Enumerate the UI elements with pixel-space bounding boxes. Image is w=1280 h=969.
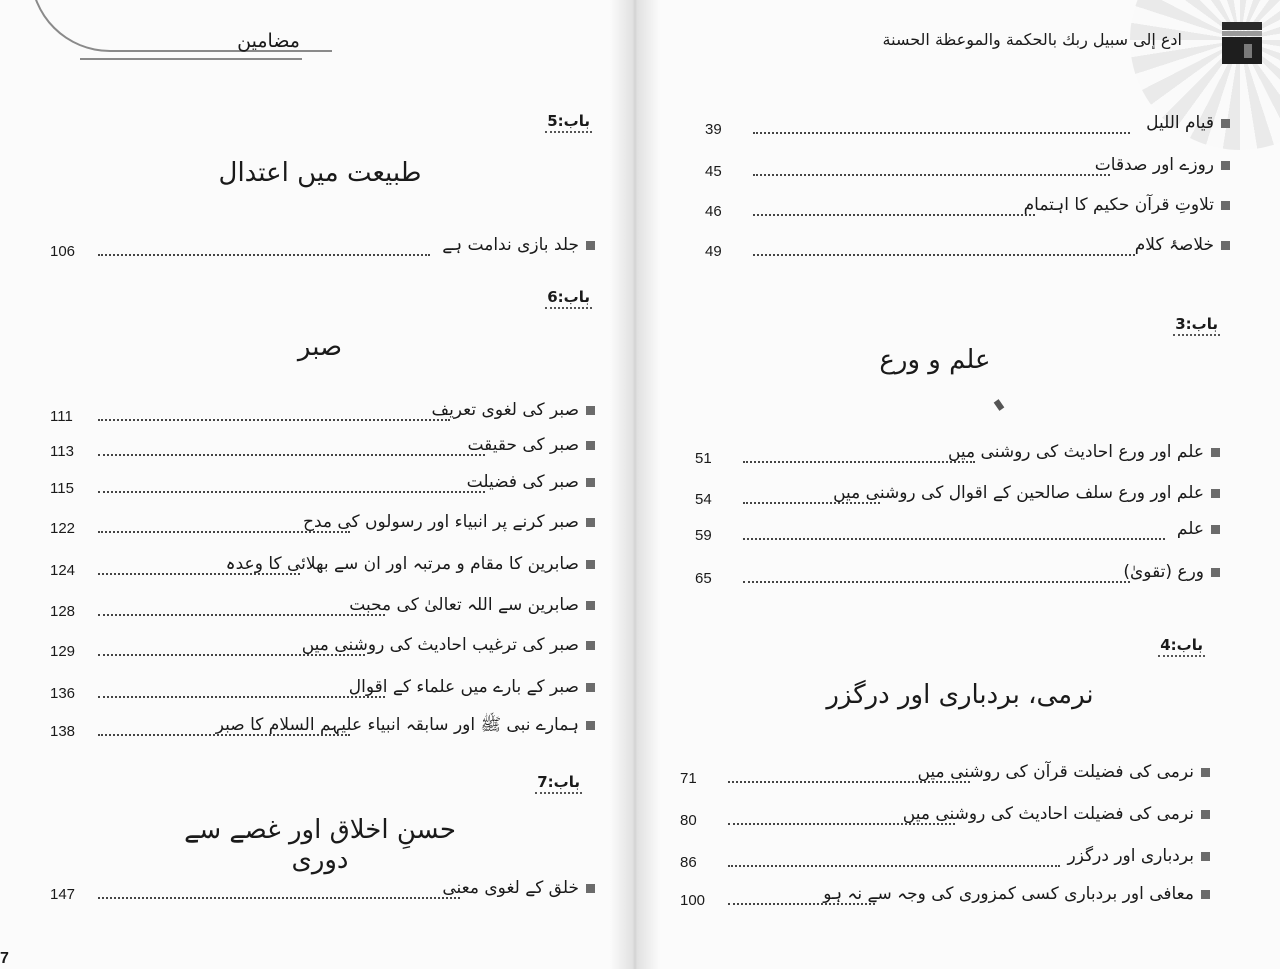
page-number: 39 — [705, 121, 722, 138]
entry-title: صبر کرنے پر انبیاء اور رسولوں کی مدح — [302, 512, 579, 532]
bullet-square-icon — [586, 406, 595, 415]
right-running-head: ادع إلی سبیل ربك بالحكمة والموعظة الحسنة — [882, 30, 1182, 49]
page-number: 54 — [695, 491, 712, 508]
page-folio: 7 — [0, 950, 9, 967]
toc-entry[interactable] — [705, 194, 1230, 218]
bullet-square-icon — [1221, 161, 1230, 170]
toc-entry[interactable] — [50, 877, 595, 901]
toc-entry[interactable] — [695, 441, 1220, 465]
page-number: 106 — [50, 243, 76, 260]
toc-entry[interactable] — [695, 482, 1220, 506]
toc-entry[interactable] — [50, 471, 595, 495]
toc-entry[interactable] — [50, 399, 595, 423]
dot-leader — [98, 531, 350, 533]
entry-title: نرمی کی فضیلت احادیث کی روشنی میں — [902, 804, 1194, 824]
bullet-square-icon — [1211, 525, 1220, 534]
bullet-square-icon — [586, 601, 595, 610]
chapter-label: باب:5 — [545, 112, 592, 133]
chapter-label: باب:3 — [1173, 315, 1220, 336]
bullet-square-icon — [586, 641, 595, 650]
entry-title: علم اور ورع احادیث کی روشنی میں — [947, 442, 1204, 462]
dot-leader — [743, 581, 1130, 583]
toc-entry[interactable] — [50, 634, 595, 658]
bullet-square-icon — [1221, 119, 1230, 128]
bullet-square-icon — [1201, 852, 1210, 861]
toc-entry[interactable] — [705, 154, 1230, 178]
page-number: 51 — [695, 450, 712, 467]
page-number: 122 — [50, 520, 76, 537]
entry-title: قیام اللیل — [1146, 113, 1214, 133]
dot-leader — [98, 573, 300, 575]
entry-title: بردباری اور درگزر — [1067, 846, 1194, 866]
page-number: 124 — [50, 562, 76, 579]
toc-entry[interactable] — [50, 714, 595, 738]
page-number: 147 — [50, 886, 76, 903]
toc-entry[interactable] — [50, 594, 595, 618]
book-gutter — [610, 0, 660, 969]
entry-title: خلاصۂ کلام — [1134, 235, 1214, 255]
page-number: 59 — [695, 527, 712, 544]
bullet-square-icon — [586, 441, 595, 450]
dot-leader — [753, 214, 1035, 216]
chapter-title: علم و ورع — [879, 345, 991, 375]
dot-leader — [98, 491, 485, 493]
header-rule — [80, 58, 302, 60]
bullet-square-icon — [586, 721, 595, 730]
entry-title: ورع (تقویٰ) — [1123, 562, 1204, 582]
toc-entry[interactable] — [50, 434, 595, 458]
chapter-label: باب:6 — [545, 288, 592, 309]
bullet-square-icon — [586, 560, 595, 569]
dot-leader — [743, 538, 1165, 540]
entry-title: صبر کی حقیقت — [467, 435, 579, 455]
bullet-square-icon — [1221, 241, 1230, 250]
dot-leader — [753, 254, 1135, 256]
dot-leader — [98, 254, 430, 256]
page-number: 113 — [50, 443, 74, 460]
toc-entry[interactable] — [680, 803, 1210, 827]
bullet-square-icon — [1211, 489, 1220, 498]
page-number: 136 — [50, 685, 76, 702]
bullet-square-icon — [586, 478, 595, 487]
dot-leader — [753, 174, 1110, 176]
dot-leader — [98, 614, 385, 616]
bullet-square-icon — [1211, 448, 1220, 457]
chapter-label: باب:7 — [535, 773, 582, 794]
toc-entry[interactable] — [705, 112, 1230, 136]
toc-entry[interactable] — [50, 511, 595, 535]
toc-entry[interactable] — [695, 518, 1220, 542]
bullet-square-icon — [1211, 568, 1220, 577]
bullet-square-icon — [586, 241, 595, 250]
kaaba-icon — [1222, 22, 1262, 64]
dot-leader — [728, 781, 970, 783]
page-number: 80 — [680, 812, 697, 829]
chapter-title: حسنِ اخلاق اور غصے سے دوری — [184, 815, 456, 875]
page-number: 71 — [680, 770, 697, 787]
toc-entry[interactable] — [680, 883, 1210, 907]
page-number: 128 — [50, 603, 76, 620]
chapter-title: طبیعت میں اعتدال — [218, 158, 422, 188]
entry-title: صابرین کا مقام و مرتبہ اور ان سے بھلائی کا وعدہ — [225, 554, 579, 574]
page-number: 100 — [680, 892, 706, 909]
left-running-head: مضامین — [237, 30, 300, 52]
dot-leader — [98, 696, 385, 698]
bullet-square-icon — [586, 884, 595, 893]
entry-title: صبر کے بارے میں علماء کے اقوال — [348, 677, 579, 697]
entry-title: جلد بازی ندامت ہے — [442, 235, 579, 255]
entry-title: روزے اور صدقات — [1094, 155, 1214, 175]
page-number: 129 — [50, 643, 76, 660]
page-number: 111 — [50, 408, 73, 425]
page-number: 86 — [680, 854, 697, 871]
dot-leader — [98, 654, 365, 656]
entry-title: نرمی کی فضیلت قرآن کی روشنی میں — [917, 762, 1194, 782]
page-number: 65 — [695, 570, 712, 587]
page-number: 115 — [50, 480, 74, 497]
bullet-square-icon — [1201, 768, 1210, 777]
toc-entry[interactable] — [705, 234, 1230, 258]
page-number: 45 — [705, 163, 722, 180]
dot-leader — [98, 419, 450, 421]
entry-title: صابرین سے اللہ تعالیٰ کی محبت — [349, 595, 579, 615]
entry-title: خلق کے لغوی معنی — [442, 878, 579, 898]
page-number: 138 — [50, 723, 76, 740]
page-number: 46 — [705, 203, 722, 220]
left-page — [0, 0, 630, 969]
bullet-square-icon — [586, 518, 595, 527]
chapter-title: نرمی، بردباری اور درگزر — [826, 680, 1094, 710]
dot-leader — [728, 865, 1060, 867]
chapter-title: صبر — [297, 332, 343, 362]
toc-entry[interactable] — [680, 845, 1210, 869]
right-page — [630, 0, 1280, 969]
dot-leader — [743, 502, 880, 504]
dot-leader — [728, 823, 955, 825]
bullet-square-icon — [586, 683, 595, 692]
entry-title: صبر کی فضیلت — [466, 472, 579, 492]
entry-title: صبر کی ترغیب احادیث کی روشنی میں — [301, 635, 579, 655]
entry-title: تلاوتِ قرآن حکیم کا اہتمام — [1023, 195, 1214, 215]
entry-title: ہمارے نبی ﷺ اور سابقہ انبیاء علیہم السلام کا صبر — [215, 715, 579, 735]
entry-title: صبر کی لغوی تعریف — [431, 400, 579, 420]
dot-leader — [98, 734, 350, 736]
dot-leader — [98, 897, 460, 899]
entry-title: علم اور ورع سلف صالحین کے اقوال کی روشنی میں — [833, 483, 1204, 503]
page-number: 49 — [705, 243, 722, 260]
toc-entry[interactable] — [695, 561, 1220, 585]
dot-leader — [728, 903, 875, 905]
chapter-label: باب:4 — [1158, 636, 1205, 657]
entry-title: علم — [1176, 519, 1204, 539]
dot-leader — [98, 454, 485, 456]
toc-entry[interactable] — [50, 553, 595, 577]
bullet-square-icon — [1201, 810, 1210, 819]
toc-entry[interactable] — [50, 234, 595, 258]
toc-entry[interactable] — [680, 761, 1210, 785]
entry-title: معافی اور بردباری کسی کمزوری کی وجہ سے نہ ہو — [823, 884, 1194, 904]
bullet-square-icon — [1201, 890, 1210, 899]
dot-leader — [753, 132, 1130, 134]
bullet-square-icon — [1221, 201, 1230, 210]
dot-leader — [743, 461, 975, 463]
toc-entry[interactable] — [50, 676, 595, 700]
